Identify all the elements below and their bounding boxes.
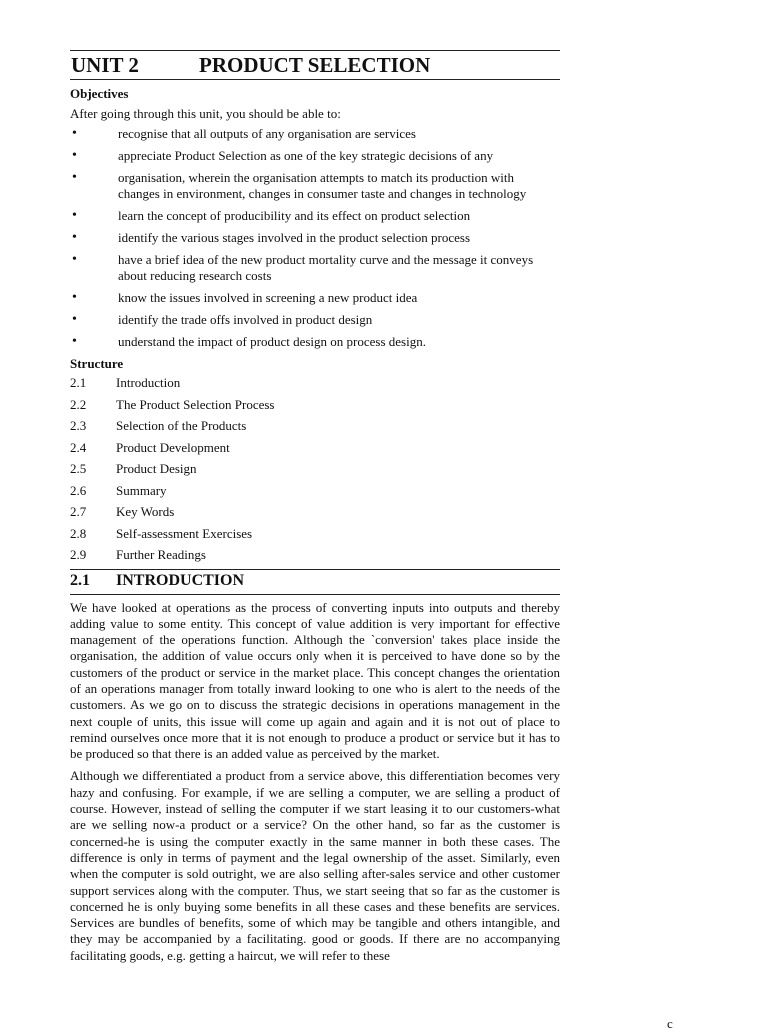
- structure-number: 2.4: [70, 439, 87, 455]
- objective-text: know the issues involved in screening a new product idea: [118, 290, 418, 305]
- structure-label: Further Readings: [116, 547, 206, 562]
- structure-number: 2.6: [70, 482, 87, 498]
- structure-number: 2.9: [70, 547, 87, 562]
- bullet-icon: •: [72, 208, 77, 223]
- structure-label: Self-assessment Exercises: [116, 525, 253, 541]
- objective-text: recognise that all outputs of any organisation are services: [118, 126, 416, 141]
- objective-item: [70, 230, 560, 246]
- structure-label: Product Design: [116, 461, 197, 476]
- objective-text: learn the concept of producibility and its effect on product selection: [118, 208, 471, 223]
- bullet-icon: •: [72, 312, 77, 327]
- structure-number: 2.7: [70, 504, 87, 519]
- bullet-icon: •: [72, 148, 77, 163]
- bullet-icon: •: [72, 252, 77, 267]
- body-paragraph: Although we differentiated a product from a service above, this differentiation becomes very hazy and confusing. For example, if we are selling a computer, we are selling a product of course. However, instead of selling the computer if we start leasing it to our customers-what are we selling now-a product or a service? On the other hand, so far as the customer is concerned-he is using the computer exactly in the same manner in both these cases. The difference is only in terms of payment and the legal ownership of the asset. Similarly, even when the computer is sold outright, we are also selling after-sales service and other customer support services along with the computer. Thus, we start seeing that so far as the customer is concerned he is only buying some benefits in all these cases and these benefits are services. Services are bundles of benefits, some of which may be tangible and others intangible, and they may be accompanied by a facilitating. good or goods. If there are no accompanying facilitating goods, e.g. getting a haircut, we will refer to these: [70, 768, 560, 963]
- bullet-icon: •: [72, 170, 77, 185]
- section-bottom-rule: [70, 594, 560, 595]
- objective-item: [70, 126, 560, 142]
- bullet-icon: •: [72, 334, 77, 349]
- section-number: 2.1: [70, 571, 90, 589]
- structure-label: Introduction: [116, 375, 181, 390]
- bullet-icon: •: [72, 126, 77, 141]
- structure-number: 2.3: [70, 418, 87, 433]
- objective-text: understand the impact of product design on process design.: [118, 334, 426, 349]
- structure-item: [70, 397, 560, 413]
- structure-heading: Structure: [70, 356, 124, 371]
- unit-heading-rule: [70, 79, 560, 80]
- unit-heading: [70, 51, 560, 79]
- structure-item: [70, 526, 560, 542]
- structure-label: The Product Selection Process: [116, 396, 275, 412]
- unit-title: PRODUCT SELECTION: [199, 53, 431, 77]
- objective-item: [70, 312, 560, 328]
- objective-item: [70, 334, 560, 350]
- objectives-heading: Objectives: [70, 86, 129, 101]
- section-title: INTRODUCTION: [116, 571, 245, 589]
- bullet-icon: •: [72, 290, 77, 305]
- structure-list: [70, 375, 560, 563]
- objective-text: appreciate Product Selection as one of the key strategic decisions of any: [118, 148, 494, 163]
- objective-text: identify the various stages involved in the product selection process: [118, 230, 470, 245]
- structure-item: [70, 504, 560, 520]
- section-heading: [70, 570, 560, 594]
- structure-item: [70, 483, 560, 499]
- section-body: [70, 600, 560, 965]
- body-paragraph: We have looked at operations as the process of converting inputs into outputs and thereby adding value to some entity. This concept of value addition is very important for effective management of the operations function. Although the `conversion' takes place inside the organisation, the addition of value occurs only when it is perceived to have done so by the customers of the product or service in the market place. This concept changes the orientation of an operations manager from totally inward looking to one who is alert to the needs of the customers. As we go on to discuss the strategic decisions in operations management in the next couple of units, this issue will come up again and again and it is not out of place to remind ourselves once more that it is not enough to produce a product or service but it has to be produced so that there is an added value as perceived by the market.: [70, 599, 560, 762]
- objective-item: [70, 148, 560, 164]
- structure-label: Selection of the Products: [116, 418, 247, 433]
- objectives-list: [70, 126, 560, 350]
- objective-text: organisation, wherein the organisation attempts to match its production with changes in environment, changes in consumer taste and changes in technology: [118, 170, 527, 201]
- structure-number: 2.1: [70, 375, 87, 390]
- objective-item: [70, 252, 560, 284]
- bullet-icon: •: [72, 230, 77, 245]
- objective-item: [70, 290, 560, 306]
- structure-item: [70, 547, 560, 563]
- structure-label: Product Development: [116, 439, 230, 455]
- structure-item: [70, 418, 560, 434]
- structure-item: [70, 375, 560, 391]
- structure-label: Summary: [116, 482, 167, 498]
- structure-number: 2.5: [70, 461, 87, 476]
- objective-item: [70, 170, 560, 202]
- structure-number: 2.8: [70, 525, 87, 541]
- objective-text: identify the trade offs involved in product design: [118, 312, 373, 327]
- structure-number: 2.2: [70, 396, 87, 412]
- page-edge-mark: c: [667, 1016, 673, 1031]
- unit-number: UNIT 2: [71, 53, 139, 77]
- structure-label: Key Words: [116, 504, 175, 519]
- structure-item: [70, 440, 560, 456]
- document-page: [70, 50, 560, 970]
- objective-text: have a brief idea of the new product mortality curve and the message it conveys about reducing research costs: [118, 252, 534, 283]
- structure-item: [70, 461, 560, 477]
- objectives-intro: After going through this unit, you should be able to:: [70, 106, 341, 121]
- objective-item: [70, 208, 560, 224]
